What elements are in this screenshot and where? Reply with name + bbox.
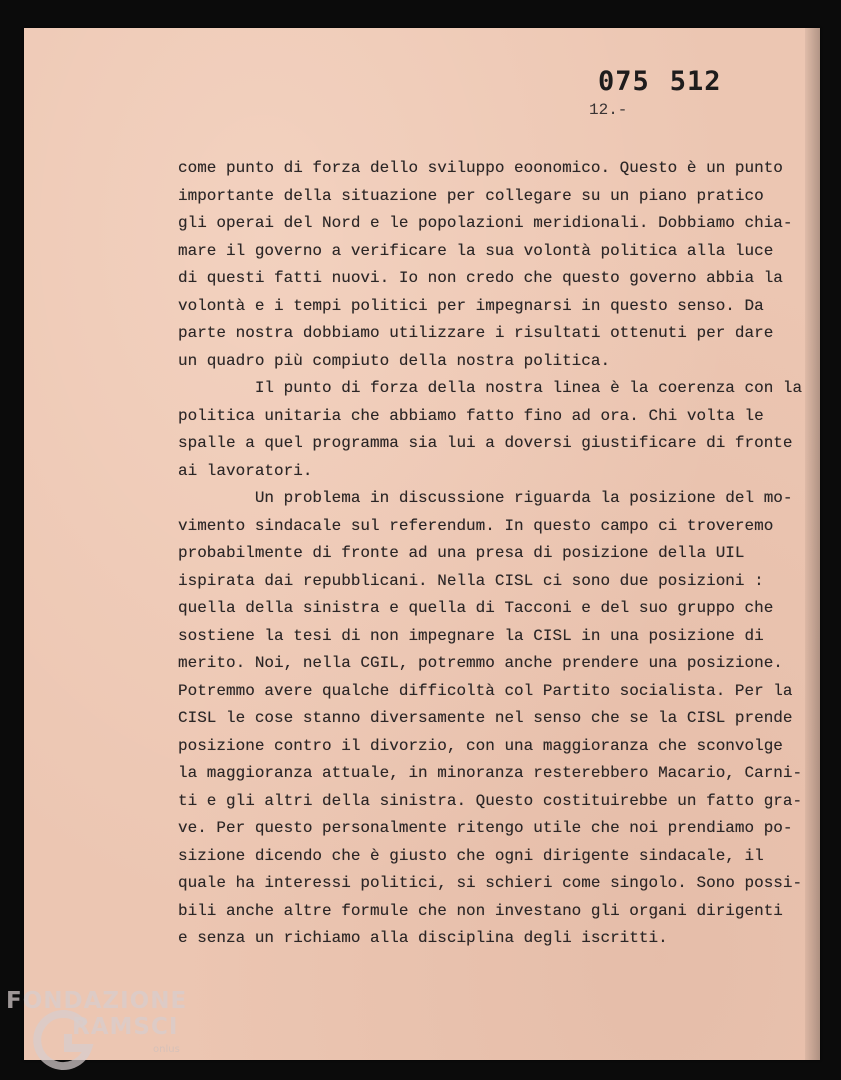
text-line: bili anche altre formule che non investano gli organi dirigenti: [178, 901, 783, 920]
watermark-line-1: FONDAZIONE: [6, 988, 188, 1014]
page-edge-shadow: [805, 28, 820, 1060]
text-line: un quadro più compiuto della nostra politica.: [178, 351, 611, 370]
text-line: e senza un richiamo alla disciplina degli iscritti.: [178, 929, 668, 947]
text-line: gli operai del Nord e le popolazioni meridionali. Dobbiamo chia-: [178, 214, 793, 232]
text-line: Un problema in discussione riguarda la posizione del mo-: [178, 489, 793, 507]
text-line: quella della sinistra e quella di Tacconi e del suo gruppo che: [178, 599, 774, 617]
text-line: Potremmo avere qualche difficoltà col Partito socialista. Per la: [178, 681, 793, 700]
text-line: ai lavoratori.: [178, 461, 313, 480]
text-line: posizione contro il divorzio, con una maggioranza che sconvolge: [178, 736, 783, 755]
fondazione-gramsci-watermark: [6, 988, 216, 1073]
text-line: volontà e i tempi politici per impegnarsi in questo senso. Da: [178, 296, 764, 315]
stamp-right: 512: [669, 66, 722, 97]
stamp-left: 075: [598, 66, 650, 97]
text-line: come punto di forza dello sviluppo eoonomico. Questo è un punto: [178, 159, 783, 177]
text-line: politica unitaria che abbiamo fatto fino ad ora. Chi volta le: [178, 406, 764, 425]
text-line: vimento sindacale sul referendum. In questo campo ci troveremo: [178, 516, 774, 535]
archive-stamp-number: [598, 66, 722, 97]
text-line: Il punto di forza della nostra linea è la coerenza con la: [178, 379, 803, 397]
text-line: di questi fatti nuovi. Io non credo che questo governo abbia la: [178, 269, 783, 287]
text-line: ve. Per questo personalmente ritengo utile che noi prendiamo po-: [178, 819, 793, 837]
watermark-line-2: RAMSCI: [72, 1014, 179, 1040]
text-line: la maggioranza attuale, in minoranza resterebbero Macario, Carni-: [178, 764, 803, 782]
text-line: sizione dicendo che è giusto che ogni dirigente sindacale, il: [178, 846, 764, 865]
text-line: mare il governo a verificare la sua volontà politica alla luce: [178, 241, 774, 260]
text-line: parte nostra dobbiamo utilizzare i risultati ottenuti per dare: [178, 324, 774, 342]
text-line: probabilmente di fronte ad una presa di posizione della UIL: [178, 544, 745, 562]
text-line: merito. Noi, nella CGIL, potremmo anche prendere una posizione.: [178, 654, 783, 672]
text-line: ti e gli altri della sinistra. Questo costituirebbe un fatto gra-: [178, 791, 803, 810]
text-line: spalle a quel programma sia lui a doversi giustificare di fronte: [178, 434, 793, 452]
page-number: 12.-: [589, 101, 628, 119]
watermark-onlus: onlus: [153, 1044, 180, 1055]
text-line: importante della situazione per collegare su un piano pratico: [178, 186, 764, 205]
text-line: CISL le cose stanno diversamente nel senso che se la CISL prende: [178, 709, 793, 727]
text-line: sostiene la tesi di non impegnare la CISL in una posizione di: [178, 626, 764, 645]
text-line: quale ha interessi politici, si schieri come singolo. Sono possi-: [178, 874, 803, 892]
text-line: ispirata dai repubblicani. Nella CISL ci sono due posizioni :: [178, 571, 764, 590]
